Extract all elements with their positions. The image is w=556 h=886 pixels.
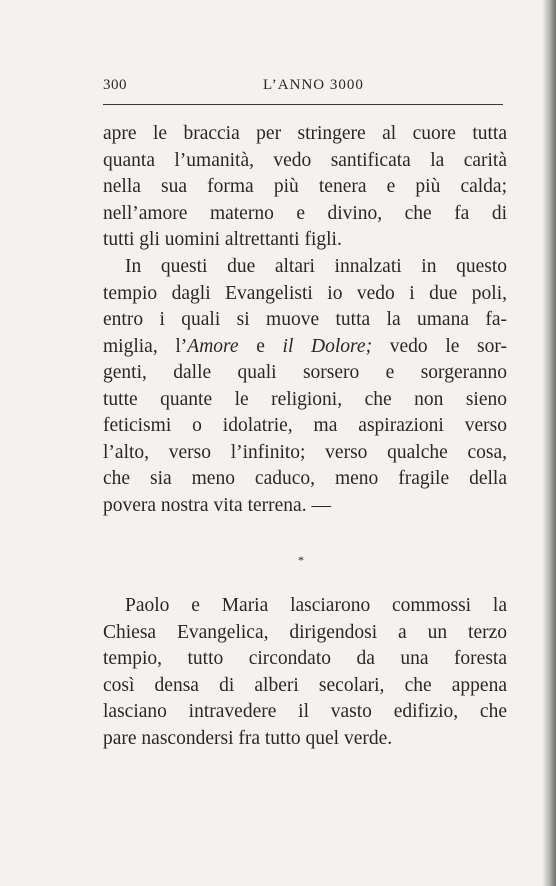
italic-term-dolore: il Dolore; bbox=[282, 335, 373, 357]
text-line: così densa di alberi secolari, che appena bbox=[103, 674, 507, 696]
paragraph-1 bbox=[103, 121, 513, 254]
book-page bbox=[103, 0, 513, 886]
running-head bbox=[103, 77, 503, 99]
text-line: che sia meno caduco, meno fragile della bbox=[103, 468, 507, 489]
text-line: l’alto, verso l’infinito; verso qualche cosa, bbox=[103, 441, 507, 463]
header-rule bbox=[103, 104, 503, 105]
text-line: pare nascondersi fra tutto quel verde. bbox=[103, 727, 393, 749]
text-line: Chiesa Evangelica, dirigendosi a un terzo bbox=[103, 621, 507, 643]
text-line: tutti gli uomini altrettanti figli. bbox=[103, 229, 342, 250]
text-line-with-italics bbox=[103, 334, 507, 361]
text-line: tempio, tutto circondato da una foresta bbox=[103, 648, 507, 669]
paragraph-2 bbox=[103, 254, 513, 519]
italic-term-amore: Amore bbox=[187, 335, 239, 357]
text-line: In questi due altari innalzati in questo bbox=[125, 256, 507, 277]
text-line: Paolo e Maria lasciarono commossi la bbox=[125, 595, 507, 616]
text-line: povera nostra vita terrena. — bbox=[103, 494, 331, 516]
text-line: nella sua forma più tenera e più calda; bbox=[103, 176, 507, 197]
line-text: miglia, l’ bbox=[103, 335, 188, 357]
paragraph-3 bbox=[103, 593, 513, 752]
binding-shadow bbox=[542, 0, 556, 886]
text-line: tempio dagli Evangelisti io vedo i due poli, bbox=[103, 282, 507, 304]
text-line: apre le braccia per stringere al cuore tutta bbox=[103, 123, 507, 144]
line-text: e bbox=[238, 335, 283, 357]
running-title: L’ANNO 3000 bbox=[263, 77, 364, 93]
page-number: 300 bbox=[103, 77, 127, 93]
text-line: quanta l’umanità, vedo santificata la carità bbox=[103, 149, 507, 171]
line-text: vedo le sor- bbox=[372, 335, 507, 357]
text-line: tutte quante le religioni, che non sieno bbox=[103, 388, 507, 410]
text-line: lasciano intravedere il vasto edifizio, che bbox=[103, 701, 507, 722]
text-line: entro i quali si muove tutta la umana fa- bbox=[103, 309, 507, 330]
section-separator-asterisk: * bbox=[298, 553, 304, 567]
text-line: nell’amore materno e divino, che fa di bbox=[103, 202, 507, 224]
text-line: genti, dalle quali sorsero e sorgeranno bbox=[103, 362, 507, 383]
text-line: feticismi o idolatrie, ma aspirazioni verso bbox=[103, 415, 507, 436]
